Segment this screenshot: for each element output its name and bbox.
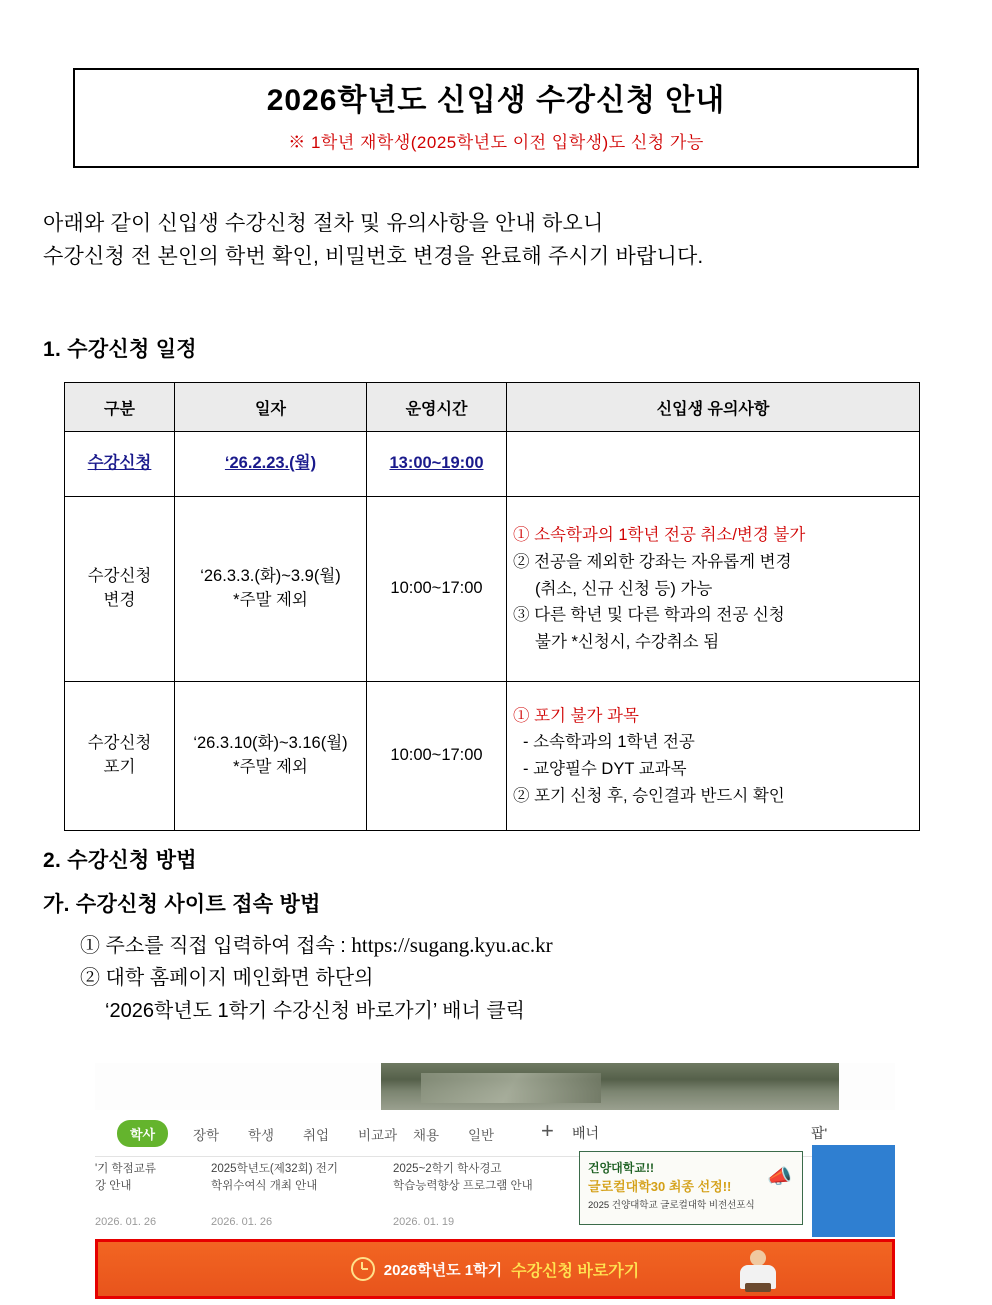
section-heading-schedule: 1. 수강신청 일정 <box>43 338 197 361</box>
cell-time-1 <box>367 432 507 497</box>
plus-icon[interactable]: + <box>541 1118 554 1143</box>
promo-line1: 건양대학교!! <box>588 1161 654 1175</box>
popup-label: 팝' <box>811 1125 828 1141</box>
tab-haksaeng[interactable]: 학생 <box>248 1128 275 1143</box>
news-title-line2: 학위수여식 개최 안내 <box>211 1180 318 1193</box>
cta-text-2: 수강신청 바로가기 <box>511 1262 640 1280</box>
cell-date-3 <box>175 682 367 831</box>
cell-date-2-line2: *주말 제외 <box>233 591 308 609</box>
cell-gubun-3-line2: 포기 <box>103 758 136 776</box>
col-header-gubun: 구분 <box>65 383 175 432</box>
cta-inner <box>351 1257 639 1281</box>
news-title-line1: 2025학년도(제32회) 전기 <box>211 1163 338 1175</box>
news-item[interactable] <box>211 1161 381 1230</box>
note-line: ① 포기 불가 과목 <box>513 706 639 725</box>
sugang-cta-banner[interactable] <box>95 1239 895 1299</box>
person-illustration <box>736 1250 780 1296</box>
cell-gubun-1-text: 수강신청 <box>87 454 152 473</box>
table-row <box>65 682 920 831</box>
col-header-notes: 신입생 유의사항 <box>507 383 920 432</box>
promo-line3: 2025 건양대학교 글로컬대학 비전선포식 <box>588 1200 755 1211</box>
intro-paragraph <box>43 208 953 273</box>
note-line: 불가 *신청시, 수강취소 됨 <box>535 633 720 652</box>
subsection-heading-site-access: 가. 수강신청 사이트 접속 방법 <box>43 893 321 916</box>
promo-line2: 글로컬대학30 최종 선정!! <box>588 1179 732 1194</box>
clock-icon <box>351 1257 375 1281</box>
cell-time-3: 10:00~17:00 <box>367 682 507 831</box>
news-title-line1: 2025~2학기 학사경고 <box>393 1163 502 1175</box>
intro-line-1: 아래와 같이 신입생 수강신청 절차 및 유의사항을 안내 하오니 <box>43 212 604 235</box>
cell-gubun-3-line1: 수강신청 <box>87 734 152 753</box>
cta-text-1: 2026학년도 1학기 <box>383 1261 503 1279</box>
promo-banner[interactable] <box>579 1151 803 1225</box>
cell-time-1-text: 13:00~19:00 <box>389 454 484 473</box>
cell-gubun-1 <box>65 432 175 497</box>
title-box <box>73 68 919 168</box>
person-laptop <box>745 1283 771 1292</box>
news-title-line1: '기 학점교류 <box>95 1163 156 1175</box>
news-item[interactable] <box>393 1161 568 1230</box>
cell-date-3-line2: *주말 제외 <box>233 758 308 776</box>
note-line: - 소속학과의 1학년 전공 <box>523 733 695 752</box>
banner-label: 배너 <box>572 1125 600 1141</box>
access-method-list <box>43 928 953 1027</box>
intro-line-2: 수강신청 전 본인의 학번 확인, 비밀번호 변경을 완료해 주시기 바랍니다. <box>43 244 704 268</box>
cell-gubun-2-line2: 변경 <box>103 591 136 609</box>
cell-date-1-text: ‘26.2.23.(월) <box>224 454 317 473</box>
tab-haksa[interactable]: 학사 <box>117 1120 168 1147</box>
campus-photo <box>381 1063 839 1110</box>
screenshot-left-blank <box>95 1063 381 1110</box>
table-row <box>65 497 920 682</box>
list-item: ② 대학 홈페이지 메인화면 하단의 <box>80 967 374 990</box>
table-row <box>65 432 920 497</box>
tab-janghak[interactable]: 장학 <box>193 1128 220 1143</box>
news-item[interactable] <box>95 1161 215 1230</box>
list-item-label: ① 주소를 직접 입력하여 접속 : <box>80 935 352 957</box>
cell-gubun-2 <box>65 497 175 682</box>
cell-notes-2 <box>507 497 920 682</box>
note-line: (취소, 신규 신청 등) 가능 <box>535 579 713 598</box>
note-line: ③ 다른 학년 및 다른 학과의 전공 신청 <box>513 606 785 625</box>
note-line: ② 포기 신청 후, 승인결과 반드시 확인 <box>513 786 785 805</box>
note-line: - 교양필수 DYT 교과목 <box>523 760 687 778</box>
cell-date-2 <box>175 497 367 682</box>
schedule-table-wrapper <box>64 382 919 831</box>
tab-bigyogwa[interactable]: 비교과 <box>358 1128 398 1143</box>
table-header-row <box>65 383 920 432</box>
tab-chwieop[interactable]: 취업 <box>303 1128 330 1143</box>
note-line: ① 소속학과의 1학년 전공 취소/변경 불가 <box>513 526 806 545</box>
news-date: 2026. 01. 19 <box>393 1215 455 1228</box>
cell-date-1 <box>175 432 367 497</box>
website-screenshot <box>95 1063 895 1300</box>
cell-notes-1 <box>507 432 920 497</box>
list-item <box>43 928 953 962</box>
cell-date-3-line1: ‘26.3.10(화)~3.16(월) <box>193 734 348 753</box>
person-head <box>750 1250 766 1266</box>
news-date: 2026. 01. 26 <box>211 1215 273 1228</box>
section-heading-method: 2. 수강신청 방법 <box>43 849 197 872</box>
list-item-sub: ‘2026학년도 1학기 수강신청 바로가기’ 배너 클릭 <box>105 999 525 1022</box>
col-header-date: 일자 <box>175 383 367 432</box>
cell-date-2-line1: ‘26.3.3.(화)~3.9(월) <box>200 567 341 586</box>
news-date: 2026. 01. 26 <box>95 1215 157 1228</box>
cell-gubun-3 <box>65 682 175 831</box>
screenshot-right-blank <box>839 1063 895 1110</box>
title-subtitle: ※ 1학년 재학생(2025학년도 이전 입학생)도 신청 가능 <box>288 133 704 152</box>
tab-ilban[interactable]: 일반 <box>468 1128 495 1143</box>
cell-time-2: 10:00~17:00 <box>367 497 507 682</box>
col-header-time: 운영시간 <box>367 383 507 432</box>
news-title-line2: 학습능력향상 프로그램 안내 <box>393 1180 533 1193</box>
page-title: 2026학년도 신입생 수강신청 안내 <box>266 84 726 117</box>
site-tabbar <box>95 1110 895 1157</box>
cell-notes-3 <box>507 682 920 831</box>
sugang-url[interactable]: https://sugang.kyu.ac.kr <box>351 933 553 957</box>
megaphone-icon: 📣 <box>767 1166 792 1188</box>
right-blue-banner[interactable] <box>812 1145 895 1237</box>
schedule-table <box>64 382 920 831</box>
tab-chaeyong[interactable]: 채용 <box>413 1128 440 1143</box>
cell-gubun-2-line1: 수강신청 <box>87 567 152 586</box>
news-title-line2: 강 안내 <box>95 1180 132 1193</box>
note-line: ② 전공을 제외한 강좌는 자유롭게 변경 <box>513 552 792 571</box>
